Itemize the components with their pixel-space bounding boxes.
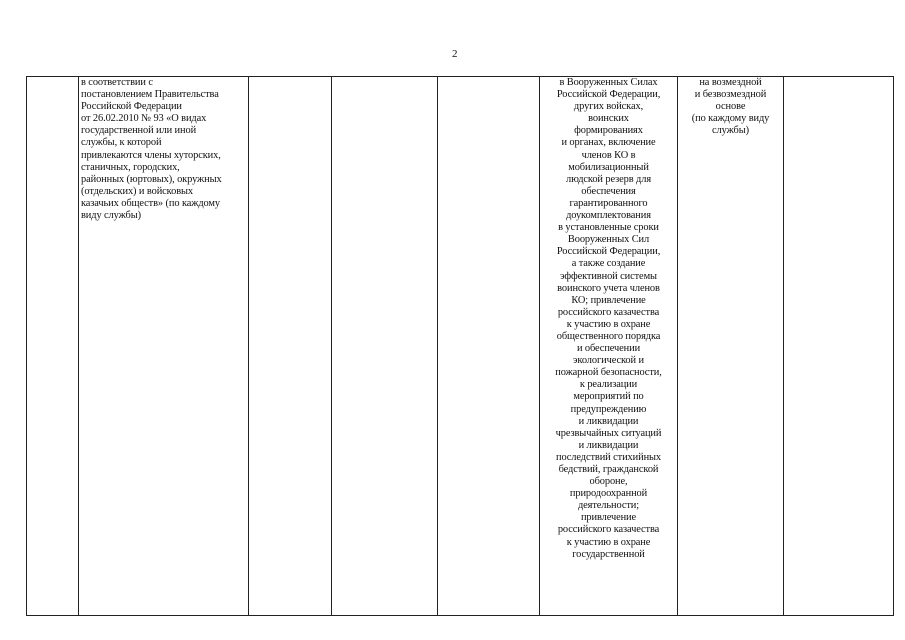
column-divider-4: [437, 77, 438, 615]
cell-service-description-wrap: [540, 77, 677, 615]
cell-payment-basis: на возмездной и безвозмездной основе (по каждому виду службы): [691, 77, 770, 137]
page-number: 2: [452, 48, 458, 60]
column-divider-3: [331, 77, 332, 615]
cell-payment-basis-wrap: [678, 77, 783, 615]
table-border-right: [893, 77, 894, 615]
column-divider-2: [248, 77, 249, 615]
table-border-left: [26, 77, 27, 615]
cell-document-basis: в соответствии с постановлением Правительства Российской Федерации от 26.02.2010 № 93 «О видах государственной или иной службы, к которой привлекаются члены хуторских, станичных, городских, районных (юртовых), окружных (отдельских) и войсковых казачьих обществ» (по каждому виду службы): [81, 77, 222, 222]
column-divider-7: [783, 77, 784, 615]
cell-service-description: в Вооруженных Силах Российской Федерации, других войсках, воинских формированиях и органах, включение членов КО в мобилизационный людской резерв для обеспечения гарантированного доукомплектования в установленные сроки Вооруженных Сил Российской Федерации, а также создание эффективной системы воинского учета членов КО; привлечение российского казачества к участию в охране общественного порядка и обеспечении экологической и пожарной безопасности, к реализации мероприятий по предупреждению и ликвидации чрезвычайных ситуаций и ликвидации последствий стихийных бедствий, гражданской обороне, природоохранной деятельности; привлечение российского казачества к участию в охране государственной: [555, 77, 662, 560]
document-table: [26, 76, 894, 616]
column-divider-1: [78, 77, 79, 615]
